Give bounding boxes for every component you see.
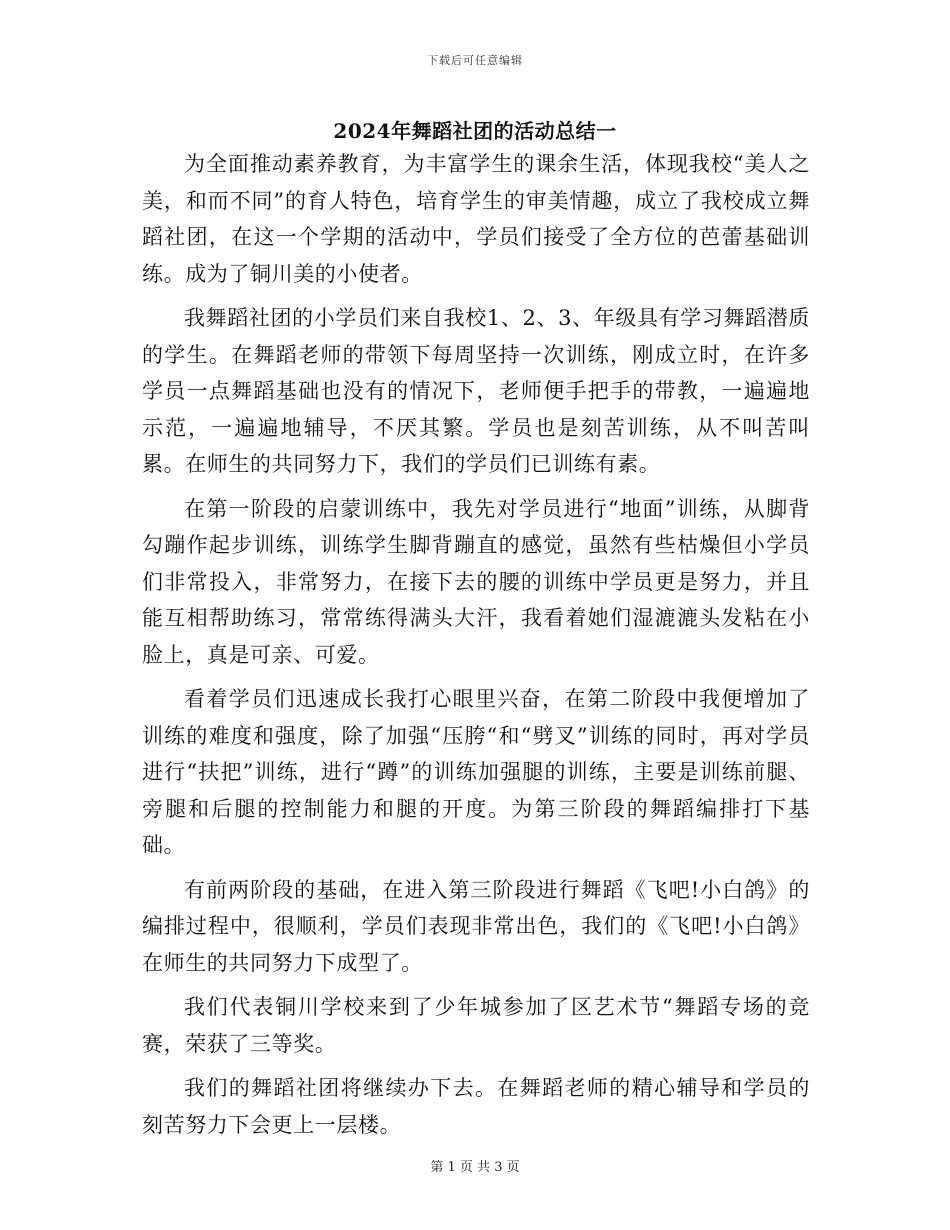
paragraph-stage-one: 在第一阶段的启蒙训练中，我先对学员进行“地面”训练，从脚背勾蹦作起步训练，训练学生脚背蹦直的感觉，虽然有些枯燥但小学员们非常投入，非常努力，在接下去的腰的训练中学员更是努力，并且能互相帮助练习，常常练得满头大汗，我看着她们湿漉漉头发粘在小脸上，真是可亲、可爱。 [142,496,810,667]
paragraph-conclusion: 我们的舞蹈社团将继续办下去。在舞蹈老师的精心辅导和学员的刻苦努力下会更上一层楼。 [142,1076,810,1137]
document-body [142,146,810,1151]
paragraph-stage-three: 有前两阶段的基础，在进入第三阶段进行舞蹈《飞吧!小白鸽》的编排过程中，很顺利，学员们表现非常出色，我们的《飞吧!小白鸽》在师生的共同努力下成型了。 [142,877,810,975]
paragraph-stage-two: 看着学员们迅速成长我打心眼里兴奋，在第二阶段中我便增加了训练的难度和强度，除了加强“压胯“和“劈叉”训练的同时，再对学员进行“扶把”训练，进行“蹲”的训练加强腿的训练，主要是训练前腿、旁腿和后腿的控制能力和腿的开度。为第三阶段的舞蹈编排打下基础。 [142,687,810,857]
paragraph-intro: 为全面推动素养教育，为丰富学生的课余生活，体现我校“美人之美，和而不同”的育人特色，培育学生的审美情趣，成立了我校成立舞蹈社团，在这一个学期的活动中，学员们接受了全方位的芭蕾基础训练。成为了铜川美的小使者。 [142,152,810,286]
paragraph-competition: 我们代表铜川学校来到了少年城参加了区艺术节“舞蹈专场的竞赛，荣获了三等奖。 [142,995,810,1056]
document-title: 2024年舞蹈社团的活动总结一 [333,119,617,143]
page-number: 第 1 页 共 3 页 [430,1160,520,1175]
paragraph-members: 我舞蹈社团的小学员们来自我校1、2、3、年级具有学习舞蹈潜质的学生。在舞蹈老师的带领下每周坚持一次训练，刚成立时，在许多学员一点舞蹈基础也没有的情况下，老师便手把手的带教，一遍遍地示范，一遍遍地辅导，不厌其繁。学员也是刻苦训练，从不叫苦叫累。在师生的共同努力下，我们的学员们已训练有素。 [142,306,810,476]
page-header-note: 下载后可任意编辑 [427,54,523,67]
